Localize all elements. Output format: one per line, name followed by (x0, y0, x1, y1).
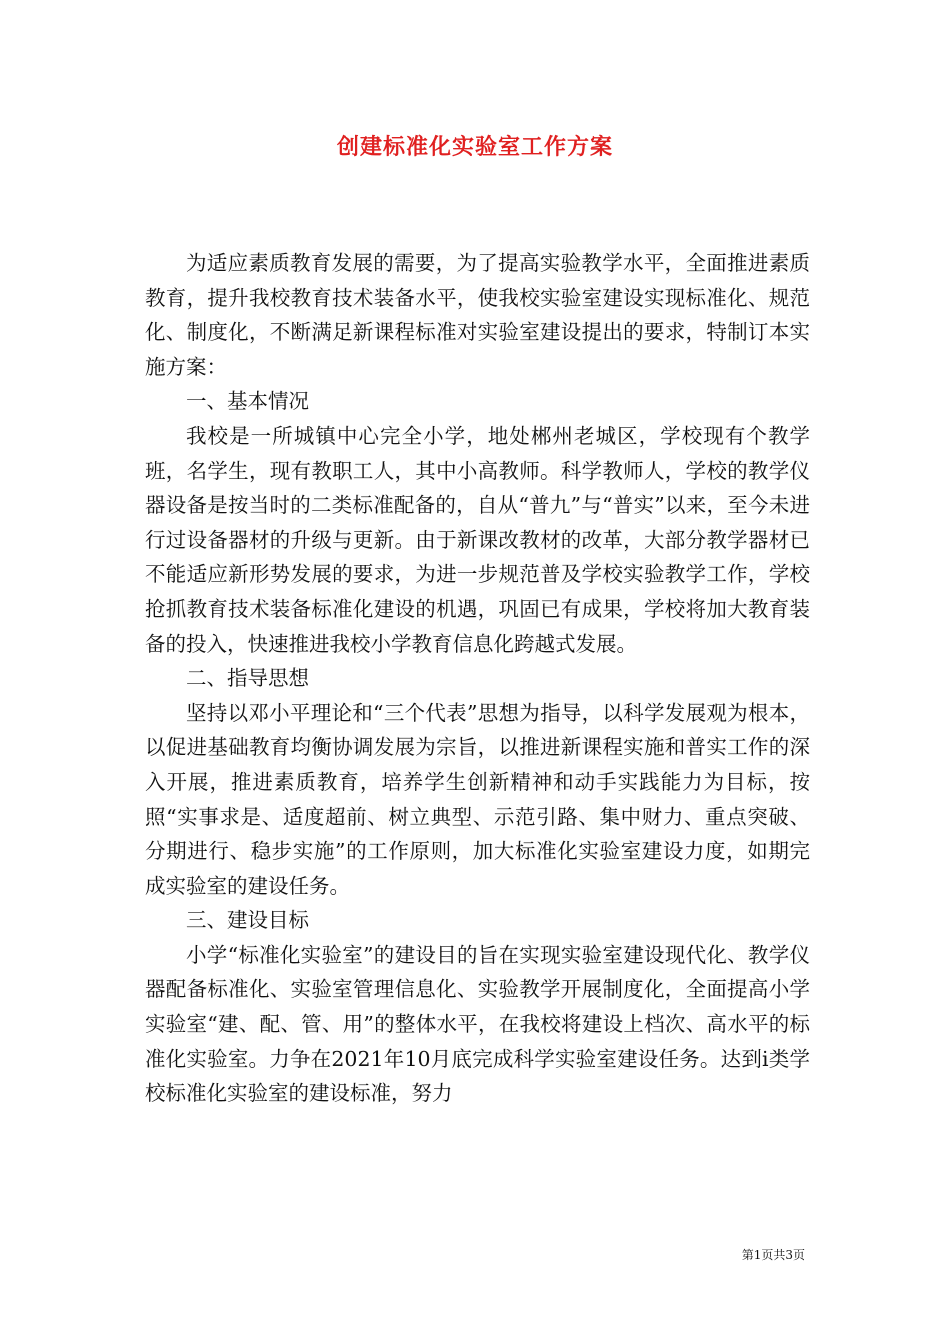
section-heading-basic-situation: 一、基本情况 (186, 389, 309, 414)
document-body (145, 246, 810, 1111)
document-title: 创建标准化实验室工作方案 (336, 134, 613, 160)
section-heading-guiding-ideology: 二、指导思想 (186, 666, 309, 691)
intro-paragraph: 为适应素质教育发展的需要，为了提高实验教学水平，全面推进素质教育，提升我校教育技术装备水平，使我校实验室建设实现标准化、规范化、制度化，不断满足新课程标准对实验室建设提出的要求，特制订本实施方案： (145, 251, 810, 379)
guiding-ideology-paragraph: 坚持以邓小平理论和“三个代表”思想为指导，以科学发展观为根本，以促进基础教育均衡协调发展为宗旨，以推进新课程实施和普实工作的深入开展，推进素质教育，培养学生创新精神和动手实践能力为目标，按照“实事求是、适度超前、树立典型、示范引路、集中财力、重点突破、分期进行、稳步实施”的工作原则，加大标准化实验室建设力度，如期完成实验室的建设任务。 (145, 700, 810, 898)
section-heading-construction-goals: 三、建设目标 (186, 908, 309, 933)
construction-goals-paragraph: 小学“标准化实验室”的建设目的旨在实现实验室建设现代化、教学仪器配备标准化、实验室管理信息化、实验教学开展制度化，全面提高小学实验室“建、配、管、用”的整体水平，在我校将建设上档次、高水平的标准化实验室。力争在2021年10月底完成科学实验室建设任务。达到ⅰ类学校标准化实验室的建设标准，努力 (145, 942, 810, 1106)
basic-situation-paragraph: 我校是一所城镇中心完全小学，地处郴州老城区，学校现有个教学班，名学生，现有教职工人，其中小高教师。科学教师人，学校的教学仪器设备是按当时的二类标准配备的，自从“普九”与“普实”以来，至今未进行过设备器材的升级与更新。由于新课改教材的改革，大部分教学器材已不能适应新形势发展的要求，为进一步规范普及学校实验教学工作，学校抢抓教育技术装备标准化建设的机遇，巩固已有成果，学校将加大教育装备的投入，快速推进我校小学教育信息化跨越式发展。 (145, 423, 810, 656)
page-number: 第1页共3页 (741, 1248, 805, 1262)
